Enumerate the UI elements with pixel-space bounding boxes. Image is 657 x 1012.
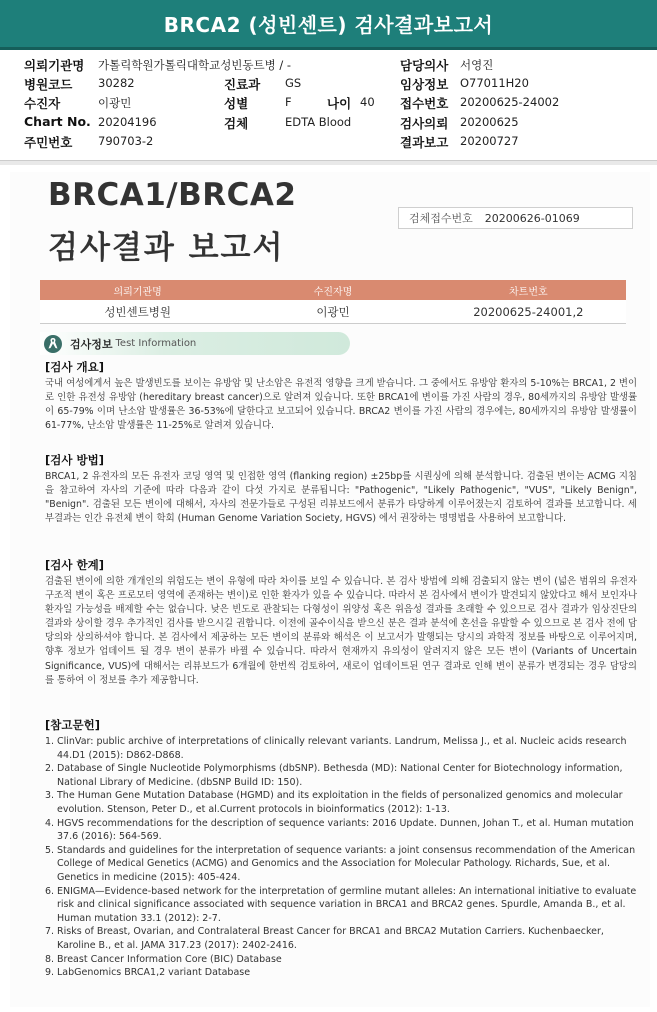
report-title-line1: BRCA1/BRCA2	[48, 177, 297, 213]
table-cell-institution: 성빈센트병원	[104, 304, 171, 319]
list-item: 2. Database of Single Nucleotide Polymorphisms (dbSNP). Bethesda (MD): National Center for Biotechnology information, National Library of Medicine. (dbSNP Build ID: 150).	[45, 763, 623, 788]
limits-body: 검출된 변이에 의한 개개인의 위험도는 변이 유형에 따라 차이를 보일 수 있습니다. 본 검사 방법에 의해 검출되지 않는 변이 (넓은 범위의 유전자 구조적 변이 혹은 프로모터 영역에 존재하는 변이)로 인한 환자가 있을 수 있습니다. 따라서 본 검사에서 변이가 발견되지 않았다고 해서 보인자나 환자일 가능성을 배제할 수는 없습니다. 낮은 빈도로 관찰되는 다형성이 위양성 혹은 위음성 결과를 초래할 수 있으므로 검사 결과가 임상진단의 결과와 상이할 경우 추가적인 검사를 받으시길 권합니다. 이전에 골수이식을 받으신 분은 결과 분석에 혼선을 유발할 수 있으므로 본 검사 전에 담당의와 상의하셔야 합니다. 본 검사에서 제공하는 모든 변이의 분류와 해석은 이 보고서가 발행되는 당시의 과학적 정보를 바탕으로 이루어지며, 향후 정보가 업데이트 될 경우 변이 분류가 바뀔 수 있습니다. 따라서 현재까지 유의성이 알려지지 않은 모든 변이 (Variants of Uncertain Significance, VUS)에 대해서는 리뷰보드가 6개월에 한번씩 검토하여, 새로이 업데이트된 연구 결과로 인해 변이 분류가 변경되는 경우 담당의를 통하여 이 정보를 추가 제공합니다.	[45, 576, 637, 686]
list-item: 1. ClinVar: public archive of interpretations of clinically relevant variants. Landrum, Melissa J., et al. Nucleic acids research 44.D1 (2015): D862-D868.	[45, 736, 627, 761]
hospital-code-label: 병원코드	[24, 77, 73, 92]
age-label: 나이	[327, 96, 352, 111]
overview-body: 국내 여성에게서 높은 발생빈도를 보이는 유방암 및 난소암은 유전적 영향을 크게 받습니다. 그 중에서도 유방암 환자의 5-10%는 BRCA1, 2 변이로 인한 유전성 유방암 (hereditary breast cancer)으로 알려져 있습니다. 또한 BRCA1에 변이를 가진 사람의 경우, 80세까지의 유방암 발생률이 65-79% 이며 난소암 발생률은 36-53%에 달한다고 보고되어 있습니다. BRCA2 변이를 가진 사람의 경우에는, 80세까지의 유방암 발생률이 61-77%, 난소암 발생률은 11-25%로 알려져 있습니다.	[45, 378, 638, 432]
tab-title-ko: 검사정보	[70, 337, 113, 351]
overview-section	[45, 359, 637, 433]
test-information-tab	[40, 332, 350, 355]
list-item: 9. LabGenomics BRCA1,2 variant Database	[45, 967, 251, 979]
request-date-label: 검사의뢰	[400, 116, 449, 131]
resident-no-label: 주민번호	[24, 135, 73, 150]
method-title: [검사 방법]	[45, 453, 104, 467]
references-title: [참고문헌]	[45, 718, 100, 732]
sex-value: F	[285, 95, 292, 109]
hospital-code-value: 30282	[98, 76, 135, 90]
list-item: 8. Breast Cancer Information Core (BIC) Database	[45, 953, 282, 965]
table-cell-chart: 20200625-24001,2	[473, 304, 584, 319]
table-cell-patient: 이광민	[316, 304, 350, 319]
tab-title-en: Test Information	[115, 338, 197, 349]
chart-no-value: 20204196	[98, 115, 157, 129]
accession-no-value: 20200625-24002	[460, 95, 560, 109]
limits-title: [검사 한계]	[45, 558, 104, 572]
banner-title: BRCA2 (성빈센트) 검사결과보고서	[163, 13, 494, 37]
patient-info-panel	[20, 53, 650, 153]
limits-section	[45, 557, 637, 688]
receipt-label: 검체접수번호	[409, 212, 473, 225]
report-date-label: 결과보고	[400, 135, 449, 150]
referring-institution-value: 가톨릭학원가톨릭대학교성빈동트병 / -	[98, 58, 292, 72]
table-header-patient: 수진자명	[313, 286, 353, 298]
report-document	[10, 172, 650, 1007]
sex-label: 성별	[224, 96, 249, 111]
references-list	[45, 735, 637, 980]
clinical-info-label: 임상정보	[400, 77, 449, 92]
table-row	[40, 300, 626, 324]
resident-no-value: 790703-2	[98, 134, 154, 148]
list-item: 7. Risks of Breast, Ovarian, and Contralateral Breast Cancer for BRCA1 and BRCA2 Mutation Carriers. Kuchenbaecker, Karoline B., et al. JAMA 317.23 (2017): 2402-2416.	[45, 926, 604, 951]
list-item: 5. Standards and guidelines for the interpretation of sequence variants: a joint consensus recommendation of the American College of Medical Genetics (ACMG) and Genomics and the Association for Molecular Pathology. Richards, Sue, et al. Genetics in medicine (2015): 405-424.	[45, 844, 636, 883]
physician-label: 담당의사	[400, 58, 449, 73]
table-header-row	[40, 280, 626, 300]
list-item: 3. The Human Gene Mutation Database (HGMD) and its exploitation in the fields of personalized genomics and molecular evolution. Stenson, Peter D., et al.Current protocols in bioinformatics (2012): 1-13.	[45, 790, 623, 815]
specimen-label: 검체	[224, 116, 249, 131]
patient-name-label: 수진자	[24, 96, 61, 111]
section-divider	[0, 160, 657, 165]
report-banner	[0, 0, 657, 50]
request-date-value: 20200625	[460, 115, 519, 129]
patient-summary-table	[40, 280, 626, 324]
chart-no-label: Chart No.	[24, 114, 91, 129]
overview-title: [검사 개요]	[45, 360, 104, 374]
patient-name-value: 이광민	[98, 96, 132, 110]
specimen-receipt-box	[398, 207, 633, 229]
specimen-value: EDTA Blood	[285, 115, 352, 129]
report-title-line2: 검사결과 보고서	[48, 230, 285, 266]
method-section	[45, 452, 637, 526]
table-header-chart: 차트번호	[509, 286, 548, 298]
clinical-info-value: O77011H20	[460, 76, 529, 90]
department-label: 진료과	[224, 77, 261, 92]
list-item: 6. ENIGMA—Evidence-based network for the interpretation of germline mutant alleles: An international initiative to evaluate risk and clinical significance associated with sequence variation in BRCA1 and BRCA2 genes. Spurdle, Amanda B., et al. Human mutation 33.1 (2012): 2-7.	[45, 885, 637, 924]
physician-value: 서영진	[460, 58, 494, 72]
receipt-value: 20200626-01069	[484, 211, 580, 225]
method-body: BRCA1, 2 유전자의 모든 유전자 코딩 영역 및 인접한 영역 (flanking region) ±25bp를 시퀀싱에 의해 분석합니다. 검출된 변이는 ACMG 지침을 참고하여 자사의 기준에 따라 다음과 같이 다섯 가지로 분류됩니다: "Pathogenic", "Likely Pathogenic", "VUS", "Likely Benign", "Benign". 검출된 모든 변이에 대해서, 자사의 전문가들로 구성된 리뷰보드에서 분류가 타당하게 이루어졌는지 검토하여 결과를 보고합니다. 세부결과는 인간 유전체 변이 학회 (Human Genome Variation Society, HGVS) 에서 권장하는 명명법을 사용하여 보고합니다.	[45, 471, 637, 525]
list-item: 4. HGVS recommendations for the description of sequence variants: 2016 Update. Dunnen, Johan T., et al. Human mutation 37.6 (2016): 564-569.	[45, 817, 634, 843]
accession-no-label: 접수번호	[400, 96, 449, 111]
report-date-value: 20200727	[460, 134, 519, 148]
referring-institution-label: 의뢰기관명	[24, 58, 85, 73]
table-header-institution: 의뢰기관명	[113, 286, 162, 298]
age-value: 40	[360, 95, 375, 109]
references-section	[45, 717, 637, 980]
department-value: GS	[285, 76, 302, 90]
ribbon-icon	[44, 335, 62, 353]
